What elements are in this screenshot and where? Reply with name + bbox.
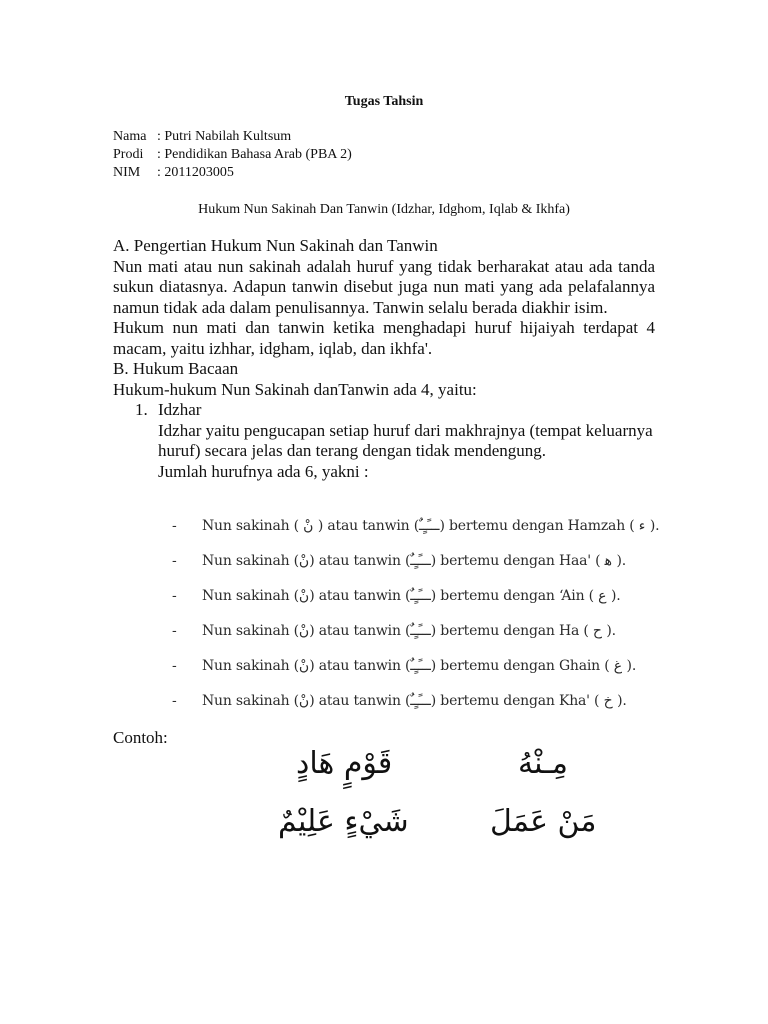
- section-b-intro: Hukum-hukum Nun Sakinah danTanwin ada 4, yaitu:: [113, 379, 477, 399]
- list-number: 1.: [135, 400, 148, 419]
- document-subtitle: Hukum Nun Sakinah Dan Tanwin (Idzhar, Idghom, Iqlab & Ikhfa): [198, 202, 570, 217]
- tanwin-glyph: ـــًـٍـٌ: [418, 518, 440, 534]
- meta-row-nama: [113, 128, 291, 146]
- bullet-text: ) atau tanwin (: [313, 518, 419, 534]
- bullet-item: - Nun sakinah (نْ) atau tanwin (ـــًـٍـٌ) bertemu dengan Kha' ( خ ).: [172, 693, 627, 709]
- bullet-text: Nun sakinah (: [202, 553, 299, 569]
- nun-glyph: نْ: [298, 623, 310, 639]
- example-arabic: شَيْءٍ عَلِيْمٌ: [278, 804, 409, 839]
- meta-value: : Putri Nabilah Kultsum: [157, 129, 292, 144]
- section-a-paragraph-2: Hukum nun mati dan tanwin ketika menghadapi huruf hijaiyah terdapat 4 macam, yaitu izhhar, idgham, iqlab, dan ikhfa'.: [113, 318, 655, 358]
- bullet-text: ) bertemu dengan Kha' (: [430, 693, 604, 709]
- bullet-text: ) bertemu dengan Hamzah (: [439, 518, 639, 534]
- meta-key: Nama: [113, 129, 147, 144]
- bullet-item: - Nun sakinah (نْ) atau tanwin (ـــًـٍـٌ) bertemu dengan Ghain ( غ ).: [172, 658, 637, 674]
- bullet-item: - Nun sakinah (نْ) atau tanwin (ـــًـٍـٌ) bertemu dengan Haa' ( ﻫ ).: [172, 553, 627, 569]
- nun-glyph: نْ: [298, 693, 310, 709]
- bullet-text: ) bertemu dengan Haa' (: [430, 553, 605, 569]
- section-a: [113, 236, 655, 482]
- bullet-item: - Nun sakinah (نْ) atau tanwin (ـــًـٍـٌ) bertemu dengan ‘Ain ( ع ).: [172, 588, 621, 604]
- bullet-text: ) bertemu dengan Ghain (: [430, 658, 614, 674]
- bullet-text: ).: [612, 553, 627, 569]
- bullet-item: - Nun sakinah (نْ) atau tanwin (ـــًـٍـٌ) bertemu dengan Ha ( ح ).: [172, 623, 616, 639]
- bullet-text: ).: [622, 658, 637, 674]
- letter-glyph: ﻫ: [604, 553, 613, 569]
- bullet-text: Nun sakinah (: [202, 658, 299, 674]
- section-a-paragraph-1: Nun mati atau nun sakinah adalah huruf yang tidak berharakat atau ada tanda sukun diatasnya. Adapun tanwin disebut juga nun mati yang ada pelafalannya namun tidak ada dalam penulisannya. Tanwin selalu berada diakhir isim.: [113, 256, 655, 317]
- meta-row-nim: [113, 164, 234, 182]
- bullet-text: ).: [601, 623, 616, 639]
- example-arabic: مَنْ عَمَلَ: [490, 804, 597, 839]
- letter-glyph: ء: [638, 518, 646, 534]
- example-arabic: قَوْمٍ هَادٍ: [296, 746, 393, 781]
- bullet-item: - Nun sakinah ( نْ ) atau tanwin (ـــًـٍـٌ) bertemu dengan Hamzah ( ء ).: [172, 518, 660, 534]
- tanwin-glyph: ـــًـٍـٌ: [410, 658, 431, 674]
- tanwin-glyph: ـــًـٍـٌ: [410, 623, 431, 639]
- bullet-text: ).: [612, 693, 627, 709]
- bullet-text: ) atau tanwin (: [309, 588, 411, 604]
- bullet-text: Nun sakinah (: [202, 623, 299, 639]
- meta-key: NIM: [113, 165, 141, 180]
- bullet-text: ) bertemu dengan ‘Ain (: [430, 588, 599, 604]
- bullet-text: ) bertemu dengan Ha (: [430, 623, 593, 639]
- document-title: Tugas Tahsin: [344, 94, 424, 109]
- section-a-heading: A. Pengertian Hukum Nun Sakinah dan Tanwin: [113, 236, 438, 255]
- letter-glyph: ع: [598, 588, 607, 604]
- letter-glyph: ح: [592, 623, 602, 639]
- nun-glyph: نْ: [303, 518, 314, 534]
- bullet-text: ) atau tanwin (: [309, 623, 411, 639]
- nun-glyph: نْ: [298, 553, 310, 569]
- idzhar-count: Jumlah hurufnya ada 6, yakni :: [158, 461, 369, 481]
- meta-value: : Pendidikan Bahasa Arab (PBA 2): [157, 147, 352, 162]
- idzhar-description: Idzhar yaitu pengucapan setiap huruf dari makhrajnya (tempat keluarnya huruf) secara jelas dan terang dengan tidak mendengung.: [158, 420, 653, 460]
- tanwin-glyph: ـــًـٍـٌ: [410, 588, 431, 604]
- tanwin-glyph: ـــًـٍـٌ: [410, 693, 431, 709]
- nun-glyph: نْ: [298, 658, 310, 674]
- list-item-idzhar: [113, 400, 655, 421]
- example-arabic: مِـنْهُ: [518, 746, 568, 781]
- meta-row-prodi: [113, 146, 352, 164]
- bullet-text: Nun sakinah (: [202, 518, 304, 534]
- nun-glyph: نْ: [298, 588, 310, 604]
- bullet-text: Nun sakinah (: [202, 588, 299, 604]
- bullet-text: ) atau tanwin (: [309, 553, 411, 569]
- meta-value: : 2011203005: [157, 165, 234, 180]
- meta-key: Prodi: [113, 147, 144, 162]
- bullet-text: ) atau tanwin (: [309, 693, 411, 709]
- section-b-heading: B. Hukum Bacaan: [113, 359, 239, 378]
- bullet-text: ).: [645, 518, 660, 534]
- tanwin-glyph: ـــًـٍـٌ: [410, 553, 431, 569]
- list-item-title: Idzhar: [158, 400, 202, 419]
- letter-glyph: غ: [613, 658, 623, 674]
- letter-glyph: خ: [603, 693, 613, 709]
- bullet-text: ).: [606, 588, 621, 604]
- contoh-label: Contoh:: [113, 728, 168, 747]
- bullet-text: Nun sakinah (: [202, 693, 299, 709]
- bullet-text: ) atau tanwin (: [309, 658, 411, 674]
